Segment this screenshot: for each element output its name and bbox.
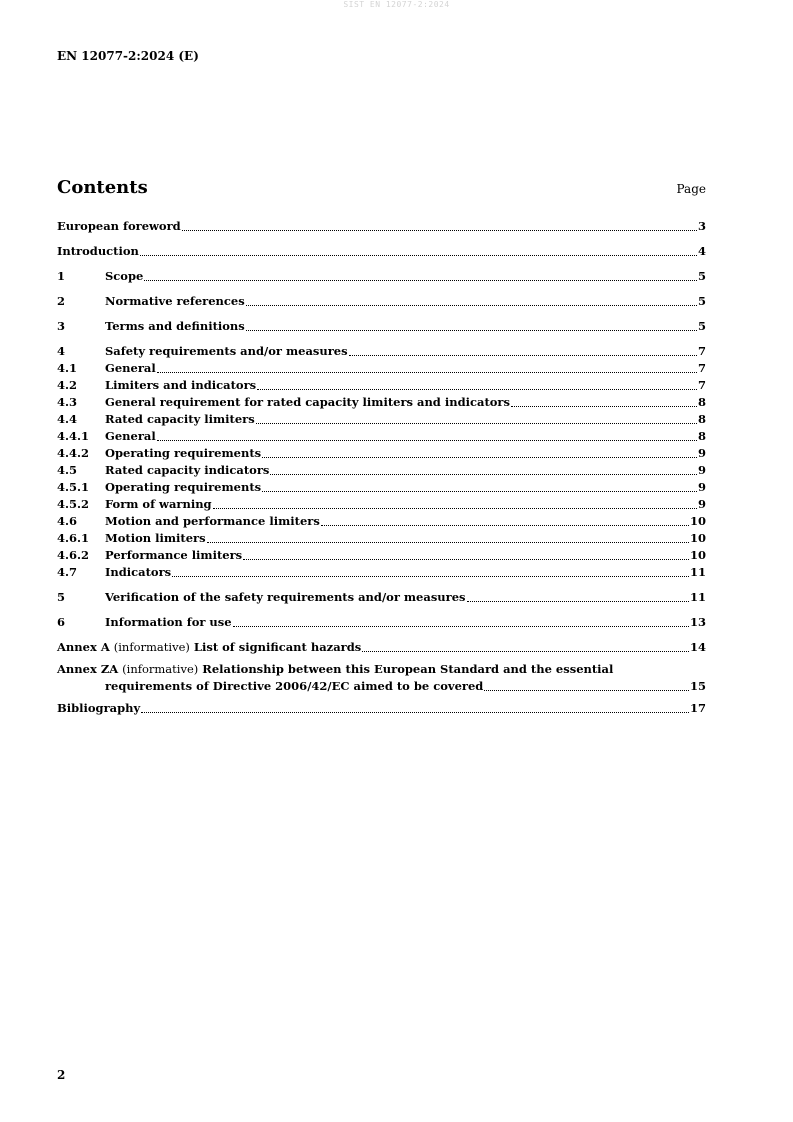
toc-number: 6 — [57, 615, 66, 629]
toc-number: 2 — [57, 294, 66, 308]
toc-entry-4-1[interactable] — [57, 360, 706, 377]
toc-page: 5 — [697, 269, 706, 283]
toc-number: 4.6.2 — [57, 548, 90, 562]
leader-dots — [140, 255, 697, 256]
page-number: 2 — [57, 1068, 66, 1082]
toc-title: Introduction — [57, 244, 139, 258]
toc-entry-4[interactable] — [57, 343, 706, 360]
contents-heading — [57, 177, 706, 198]
toc-page: 8 — [697, 429, 706, 443]
toc-entry-introduction[interactable] — [57, 243, 706, 260]
toc-entry-bibliography[interactable] — [57, 700, 706, 717]
toc-entry-5[interactable] — [57, 589, 706, 606]
toc-page: 7 — [697, 361, 706, 375]
toc-page: 10 — [689, 531, 706, 545]
toc-title: Indicators — [105, 565, 172, 579]
toc-page: 9 — [697, 446, 706, 460]
leader-dots — [213, 508, 697, 509]
leader-dots — [349, 355, 697, 356]
toc-entry-4-2[interactable] — [57, 377, 706, 394]
toc-page: 4 — [697, 244, 706, 258]
leader-dots — [262, 457, 697, 458]
toc-entry-annex-a[interactable] — [57, 639, 706, 656]
toc-number: 4.1 — [57, 361, 78, 375]
toc-page: 7 — [697, 378, 706, 392]
leader-dots — [511, 406, 697, 407]
leader-dots — [262, 491, 697, 492]
toc-number: 4.6.1 — [57, 531, 90, 545]
table-of-contents — [57, 218, 706, 717]
annex-a-tag: (informative) — [113, 640, 190, 654]
toc-number: 5 — [57, 590, 66, 604]
toc-title: Operating requirements — [105, 480, 262, 494]
toc-page: 8 — [697, 395, 706, 409]
toc-number: 4.3 — [57, 395, 78, 409]
toc-number: 4.5.1 — [57, 480, 90, 494]
leader-dots — [257, 389, 697, 390]
leader-dots — [207, 542, 689, 543]
document-id: EN 12077-2:2024 (E) — [57, 49, 199, 63]
toc-entry-3[interactable] — [57, 318, 706, 335]
leader-dots — [144, 280, 697, 281]
toc-entry-4-4-2[interactable] — [57, 445, 706, 462]
toc-entry-2[interactable] — [57, 293, 706, 310]
toc-page: 11 — [689, 565, 706, 579]
toc-page: 9 — [697, 480, 706, 494]
toc-page: 5 — [697, 319, 706, 333]
toc-number: 4 — [57, 344, 66, 358]
toc-page: 17 — [689, 701, 706, 715]
leader-dots — [362, 651, 689, 652]
toc-entry-4-5-1[interactable] — [57, 479, 706, 496]
leader-dots — [141, 712, 689, 713]
page-column-label: Page — [676, 182, 706, 196]
toc-title: Form of warning — [105, 497, 212, 511]
annex-za-label: Annex ZA — [57, 662, 119, 676]
annex-za-line-2 — [57, 678, 706, 695]
toc-number: 4.4.1 — [57, 429, 90, 443]
toc-page: 11 — [689, 590, 706, 604]
toc-page: 8 — [697, 412, 706, 426]
toc-page: 3 — [697, 219, 706, 233]
toc-title: Normative references — [105, 294, 245, 308]
annex-a-name: List of significant hazards — [193, 640, 362, 654]
toc-entry-4-5-2[interactable] — [57, 496, 706, 513]
toc-page: 15 — [689, 679, 706, 693]
toc-title: Terms and definitions — [105, 319, 245, 333]
toc-title: European foreword — [57, 219, 181, 233]
leader-dots — [256, 423, 697, 424]
toc-page: 13 — [689, 615, 706, 629]
toc-entry-4-4[interactable] — [57, 411, 706, 428]
toc-page: 14 — [689, 640, 706, 654]
toc-number: 4.5 — [57, 463, 78, 477]
toc-page: 10 — [689, 514, 706, 528]
annex-za-title-2: requirements of Directive 2006/42/EC aimed to be covered — [105, 679, 484, 693]
toc-entry-4-7[interactable] — [57, 564, 706, 581]
toc-entry-4-3[interactable] — [57, 394, 706, 411]
toc-title: Rated capacity indicators — [105, 463, 270, 477]
leader-dots — [172, 576, 689, 577]
annex-za-tag: (informative) — [122, 662, 199, 676]
toc-title: Performance limiters — [105, 548, 243, 562]
toc-title: Operating requirements — [105, 446, 262, 460]
toc-page: 5 — [697, 294, 706, 308]
toc-entry-4-6-1[interactable] — [57, 530, 706, 547]
leader-dots — [157, 440, 697, 441]
toc-title: Information for use — [105, 615, 232, 629]
leader-dots — [246, 330, 697, 331]
toc-entry-4-6[interactable] — [57, 513, 706, 530]
toc-title: Bibliography — [57, 701, 141, 715]
toc-page: 9 — [697, 463, 706, 477]
toc-page: 10 — [689, 548, 706, 562]
toc-title: Scope — [105, 269, 144, 283]
leader-dots — [246, 305, 697, 306]
toc-number: 4.5.2 — [57, 497, 90, 511]
toc-number: 4.6 — [57, 514, 78, 528]
toc-number: 4.7 — [57, 565, 78, 579]
toc-number: 3 — [57, 319, 66, 333]
toc-title: Motion and performance limiters — [105, 514, 320, 528]
leader-dots — [321, 525, 689, 526]
watermark: SIST EN 12077-2:2024 — [343, 0, 450, 9]
toc-number: 4.4.2 — [57, 446, 90, 460]
toc-number: 4.2 — [57, 378, 78, 392]
toc-title: Motion limiters — [105, 531, 206, 545]
toc-title: Rated capacity limiters — [105, 412, 255, 426]
toc-entry-4-5[interactable] — [57, 462, 706, 479]
toc-entry-foreword[interactable] — [57, 218, 706, 235]
toc-entry-4-4-1[interactable] — [57, 428, 706, 445]
annex-a-label: Annex A — [57, 640, 110, 654]
annex-za-line-1 — [57, 661, 706, 678]
toc-title: General requirement for rated capacity limiters and indicators — [105, 395, 510, 409]
toc-entry-6[interactable] — [57, 614, 706, 631]
leader-dots — [157, 372, 697, 373]
toc-title: General — [105, 361, 156, 375]
leader-dots — [243, 559, 689, 560]
annex-a-title — [57, 639, 361, 656]
leader-dots — [270, 474, 697, 475]
leader-dots — [467, 601, 689, 602]
toc-title: Safety requirements and/or measures — [105, 344, 348, 358]
toc-entry-1[interactable] — [57, 268, 706, 285]
contents-title: Contents — [57, 177, 148, 198]
toc-number: 1 — [57, 269, 66, 283]
leader-dots — [233, 626, 689, 627]
annex-za-title-1: Relationship between this European Standard and the essential — [202, 662, 614, 676]
toc-page: 7 — [697, 344, 706, 358]
toc-title: Limiters and indicators — [105, 378, 257, 392]
toc-number: 4.4 — [57, 412, 78, 426]
leader-dots — [182, 230, 697, 231]
toc-entry-annex-za[interactable] — [57, 661, 706, 695]
toc-title: Verification of the safety requirements and/or measures — [105, 590, 466, 604]
toc-entry-4-6-2[interactable] — [57, 547, 706, 564]
toc-title: General — [105, 429, 156, 443]
toc-page: 9 — [697, 497, 706, 511]
leader-dots — [484, 690, 689, 691]
